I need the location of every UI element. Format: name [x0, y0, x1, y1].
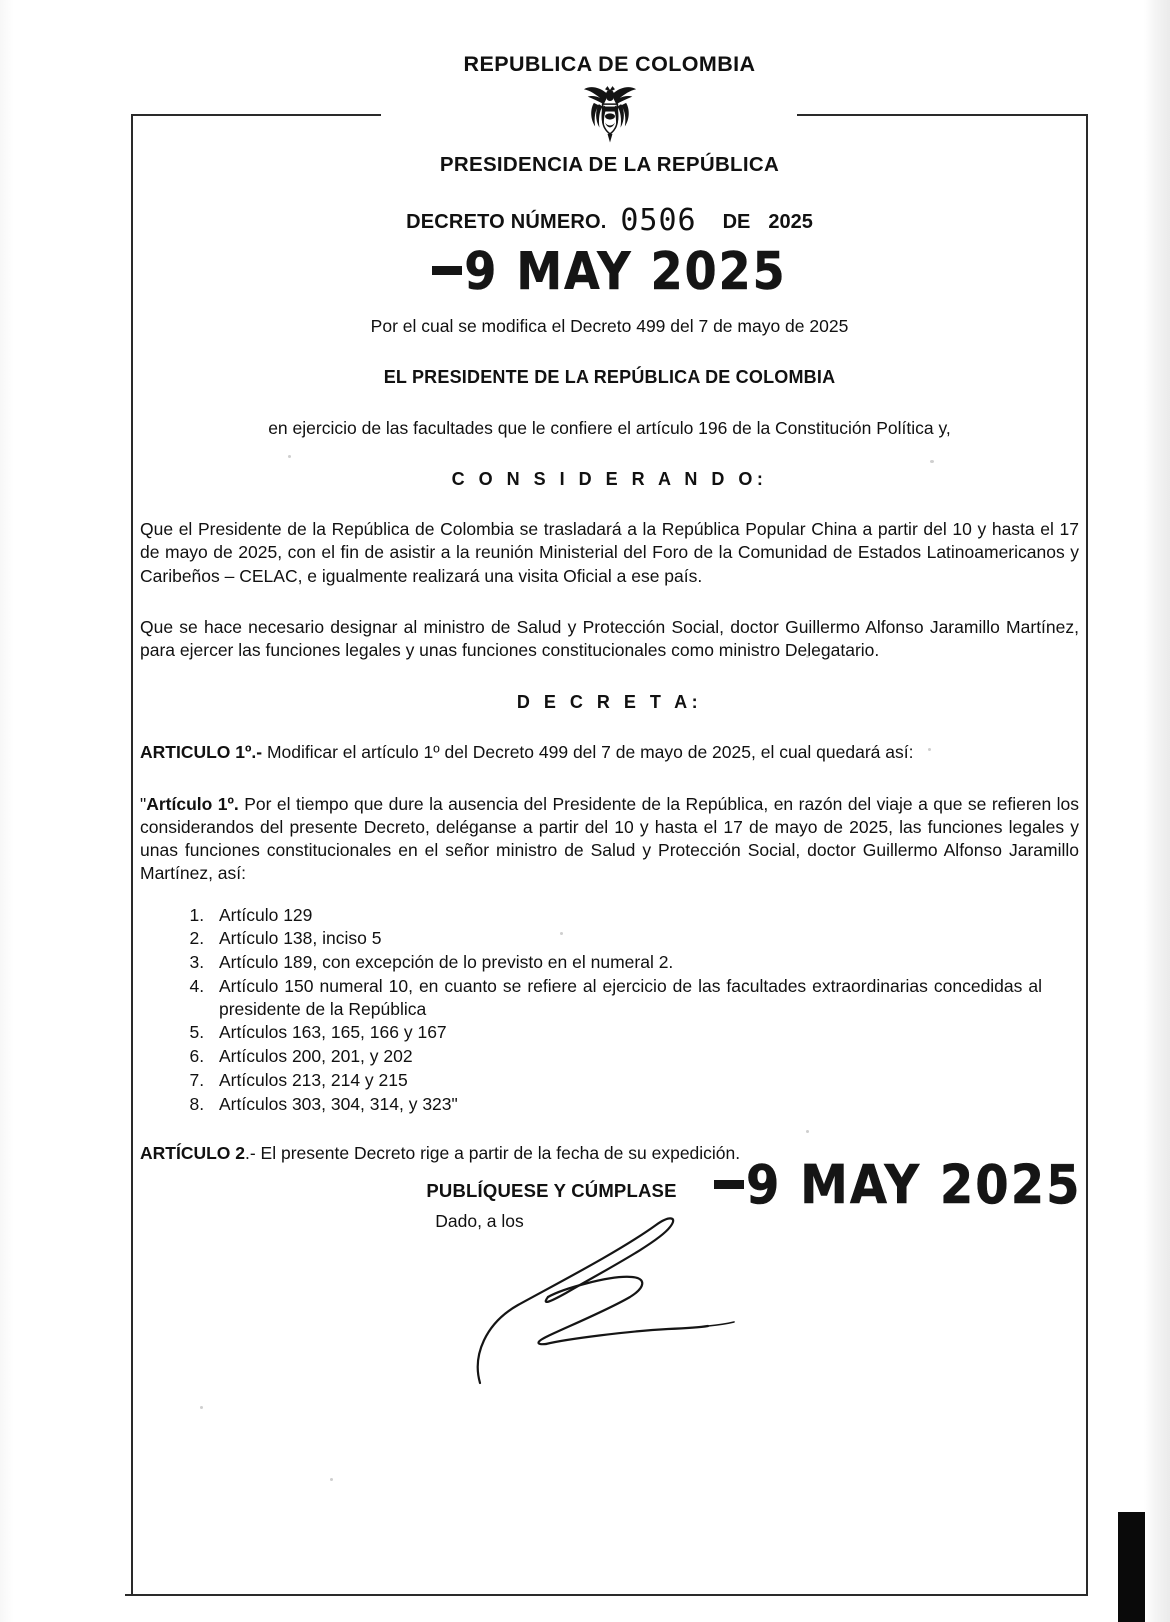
decree-year-value: 2025 — [768, 211, 813, 233]
publish-label: PUBLÍQUESE Y CÚMPLASE — [426, 1180, 677, 1202]
scan-speck — [330, 1478, 333, 1481]
list-item: 3. Artículo 189, con excepción de lo previsto en el numeral 2. — [209, 951, 1088, 974]
date-stamp-top — [131, 240, 1088, 302]
date-stamp-text: 9 MAY 2025 — [464, 240, 787, 302]
list-item: 7. Artículos 213, 214 y 215 — [209, 1069, 1088, 1092]
article-1-text: Modificar el artículo 1º del Decreto 499 del 7 de mayo de 2025, el cual quedará así: — [262, 742, 914, 763]
scan-edge-left — [0, 0, 14, 1622]
decree-de-label: DE — [722, 211, 751, 233]
decree-subtitle: Por el cual se modifica el Decreto 499 del 7 de mayo de 2025 — [370, 316, 849, 336]
scan-artifact-bar — [1118, 1512, 1145, 1622]
scan-speck — [200, 1406, 203, 1409]
article-2-text: .- El presente Decreto rige a partir de la fecha de su expedición. — [245, 1143, 741, 1164]
authority-basis: en ejercicio de las facultades que le confiere el artículo 196 de la Constitución Política y, — [268, 418, 951, 438]
considering-heading: C O N S I D E R A N D O: — [451, 469, 768, 489]
quoted-article-text: Por el tiempo que dure la ausencia del Presidente de la República, en razón del viaje a que se refieren los considerandos del presente Decreto, deléganse a partir del 10 y hasta el 17 de mayo de 2025, las funciones legales y unas funciones constitucionales en el señor ministro de Salud y Protección Social, doctor Guillermo Alfonso Jaramillo Martínez, así: — [140, 793, 1080, 884]
authority-title: EL PRESIDENTE DE LA REPÚBLICA DE COLOMBIA — [383, 367, 836, 387]
date-stamp-dash — [714, 1180, 744, 1189]
list-item: 8. Artículos 303, 304, 314, y 323" — [209, 1093, 1088, 1116]
article-1-paragraph — [140, 741, 1079, 764]
emblem-container — [131, 83, 1088, 145]
decree-number-value: 0506 — [620, 203, 697, 238]
page-frame-bottom — [125, 1594, 1088, 1596]
considering-paragraph-1: Que el Presidente de la República de Colombia se trasladará a la República Popular China a partir del 10 y hasta el 17 de mayo de 2025, con el fin de asistir a la reunión Ministerial del Foro de la Comunidad de Estados Latinoamericanos y Caribeños – CELAC, e igualmente realizará una visita Oficial a ese país. — [140, 519, 1079, 586]
page-title: REPUBLICA DE COLOMBIA — [463, 52, 756, 76]
quote-open: " — [140, 793, 147, 814]
scan-edge-right — [1144, 0, 1170, 1622]
list-item: 2. Artículo 138, inciso 5 — [209, 927, 1088, 950]
list-item: 4. Artículo 150 numeral 10, en cuanto se refiere al ejercicio de las facultades extraordinarias concedidas al presidente de la República — [209, 975, 1088, 1021]
article-1-label: ARTICULO 1º.- — [140, 742, 263, 763]
decree-number-line: DECRETO NÚMERO. 0506 DE 2025 — [406, 203, 813, 238]
delegated-articles-list — [131, 904, 1088, 1116]
date-stamp-dash — [432, 266, 462, 275]
document-content — [131, 0, 1088, 1232]
list-item: 1. Artículo 129 — [209, 904, 1088, 927]
considering-paragraph-2: Que se hace necesario designar al ministro de Salud y Protección Social, doctor Guillermo Alfonso Jaramillo Martínez, para ejercer las funciones legales y unas funciones constitucionales como ministro Delegatario. — [140, 616, 1079, 661]
decreta-heading: D E C R E T A: — [516, 692, 703, 713]
institution-title: PRESIDENCIA DE LA REPÚBLICA — [439, 153, 780, 176]
list-item: 6. Artículos 200, 201, y 202 — [209, 1045, 1088, 1068]
coat-of-arms-colombia-icon — [579, 83, 641, 145]
decree-number-label: DECRETO NÚMERO — [406, 211, 601, 233]
quoted-article-label: Artículo 1º. — [146, 793, 239, 814]
handwritten-signature — [470, 1205, 790, 1390]
date-stamp-text: 9 MAY 2025 — [746, 1153, 1082, 1217]
dado-label: Dado, a los — [435, 1211, 524, 1232]
quoted-article-paragraph — [140, 793, 1079, 886]
article-2-label: ARTÍCULO 2 — [140, 1143, 245, 1164]
list-item: 5. Artículos 163, 165, 166 y 167 — [209, 1021, 1088, 1044]
